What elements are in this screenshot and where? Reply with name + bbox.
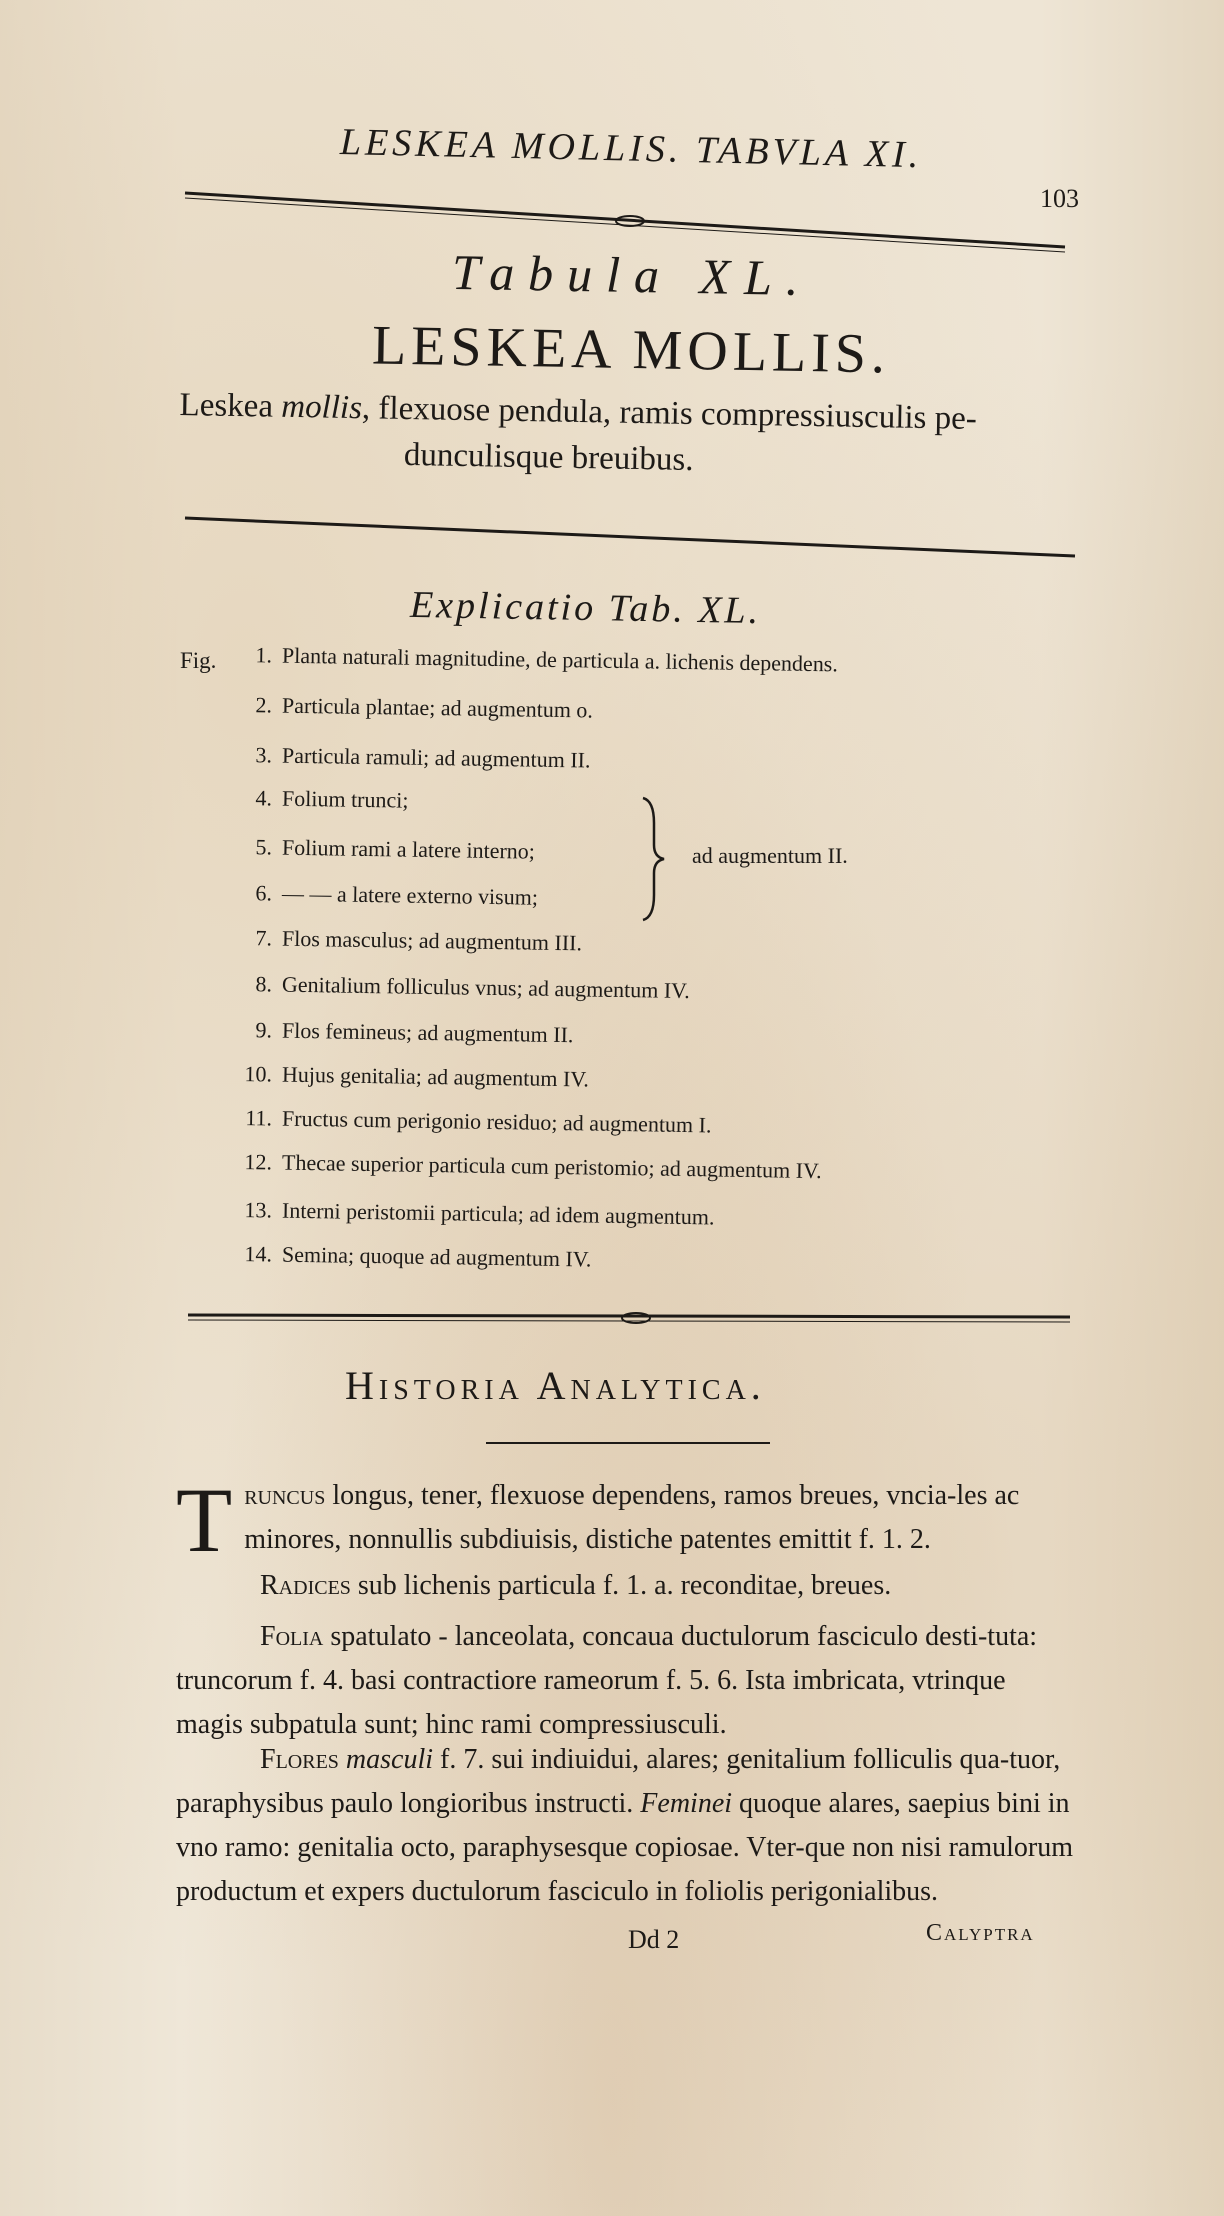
running-head: LESKEA MOLLIS. TABVLA XI. [339,121,923,177]
flores-masculi: masculi [345,1744,434,1775]
flores-text-1: f. 7. sui indiuidui, alares; genitalium folliculis qua-tuor, paraphysibus paulo longioribus instructi. [176,1744,1061,1819]
fig-item: 13. Interni peristomii particula; ad idem augmentum. [244,1197,715,1230]
fig-item: 3. Particula ramuli; ad augmentum II. [255,742,591,773]
drop-cap: T [176,1469,233,1571]
fig-item: 10. Hujus genitalia; ad augmentum IV. [244,1061,590,1092]
diagnosis-line-2: dunculisque breuibus. [403,436,694,478]
diagnosis-epithet: mollis [280,388,363,427]
short-rule [486,1440,770,1446]
plate-heading: Tabula XL. [451,243,813,307]
section-rule-upper [180,512,1080,562]
header-ornamental-rule [180,185,1070,255]
curly-brace [638,793,668,923]
truncus-word: runcus [244,1480,326,1511]
page-number: 103 [1040,184,1079,213]
fig-item: 6. — — a latere externo visum; [255,880,539,910]
truncus-text: longus, tener, flexuose dependens, ramos breues, vncia-les ac minores, nonnullis subdiuisis, distiche patentes emittit f. 1. 2. [244,1480,1020,1555]
signature-mark: Dd 2 [628,1925,680,1954]
historia-ornamental-rule [184,1305,1074,1329]
flores-word: Flores [260,1744,339,1775]
radices-text: sub lichenis particula f. 1. a. reconditae, breues. [357,1570,892,1601]
genus-title: LESKEA MOLLIS. [371,314,891,386]
radices-word: Radices [260,1570,351,1601]
fig-item: 2. Particula plantae; ad augmentum o. [255,692,594,723]
flores-text-2: quoque alares, saepius bini in vno ramo: genitalia octo, paraphysesque copiosae. Vter-que non nisi ramulorum productum et expers ductulorum fasciculo in foliolis perigonialibus. [176,1788,1074,1907]
fig-item: 9. Flos femineus; ad augmentum II. [255,1017,574,1048]
brace-label: ad augmentum II. [692,843,848,868]
diagnosis-genus: Leskea [179,386,274,425]
flores-feminei: Feminei [640,1788,733,1819]
species-diagnosis [178,382,1079,490]
folia-paragraph [176,1615,1076,1747]
fig-item: 4. Folium trunci; [255,785,409,813]
fig-item: 7. Flos masculus; ad augmentum III. [255,925,583,956]
folia-text: spatulato - lanceolata, concaua ductulorum fasciculo desti-tuta: truncorum f. 4. basi contractiore rameorum f. 5. 6. Ista imbricata, vtrinque magis subpatula sunt; hinc rami compressiusculi. [176,1621,1038,1740]
catchword: Calyptra [926,1920,1035,1946]
truncus-paragraph [176,1469,1076,1571]
radices-paragraph [176,1564,1076,1608]
fig-item: 12. Thecae superior particula cum peristomio; ad augmentum IV. [244,1149,822,1184]
historia-heading: Historia Analytica. [345,1363,766,1408]
flores-paragraph [176,1738,1076,1914]
fig-item: 8. Genitalium folliculus vnus; ad augmentum IV. [255,971,690,1004]
fig-item: 1. Planta naturali magnitudine, de particula a. lichenis dependens. [255,642,839,677]
fig-item: 11. Fructus cum perigonio residuo; ad augmentum I. [245,1105,712,1138]
explicatio-heading: Explicatio Tab. XL. [409,583,762,633]
folia-word: Folia [260,1621,324,1652]
diagnosis-line-1: , flexuose pendula, ramis compressiusculis pe- [361,390,978,437]
fig-item: 5. Folium rami a latere interno; [255,834,536,864]
fig-label: Fig. [180,648,217,673]
fig-item: 14. Semina; quoque ad augmentum IV. [244,1241,592,1272]
